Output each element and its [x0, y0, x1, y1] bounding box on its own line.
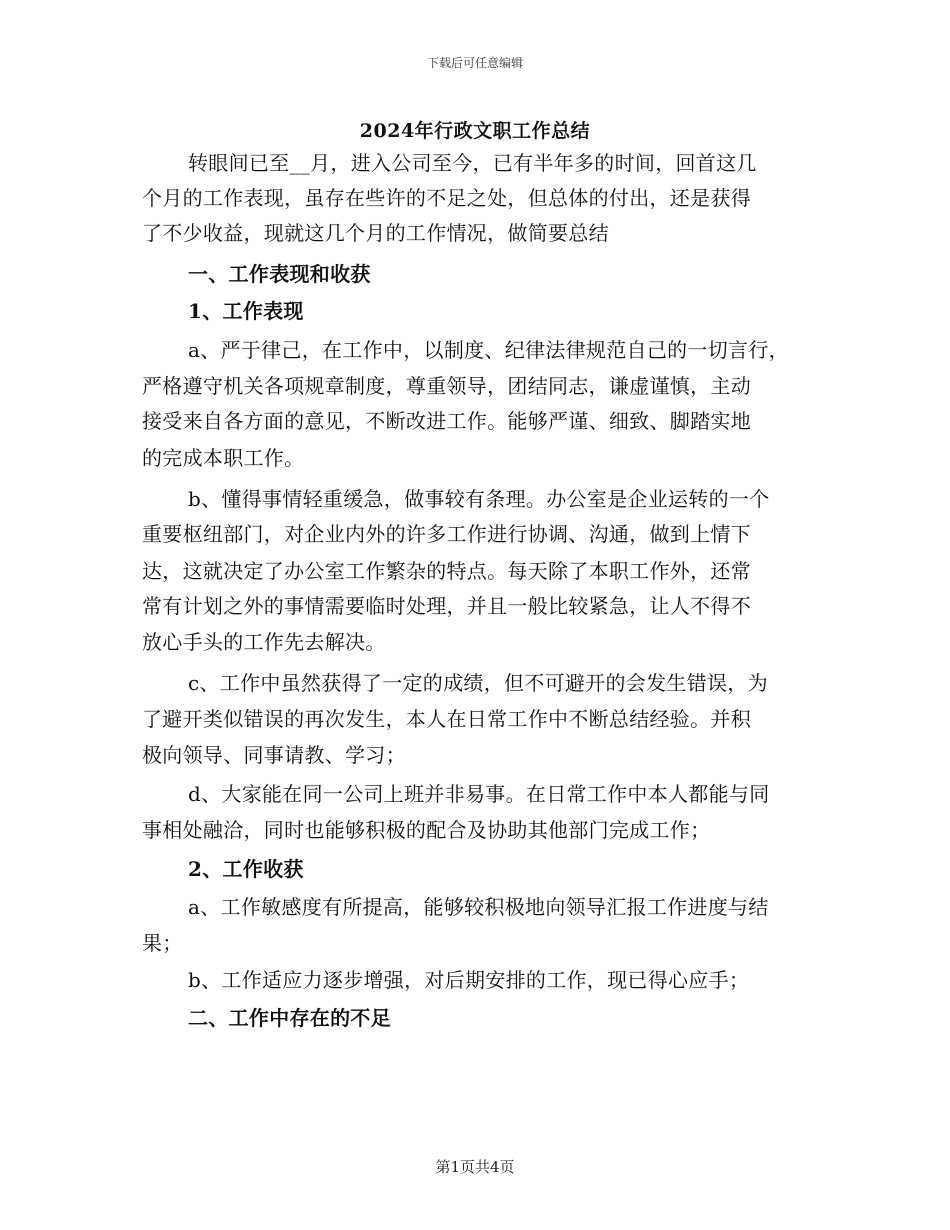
paragraph-line: a、严于律己，在工作中，以制度、纪律法律规范自己的一切言行， [188, 338, 789, 362]
paragraph-line: 个月的工作表现，虽存在些许的不足之处，但总体的付出，还是获得 [142, 186, 751, 210]
paragraph-line: 重要枢纽部门，对企业内外的许多工作进行协调、沟通，做到上情下 [142, 522, 751, 546]
section-heading: 一、工作表现和收获 [188, 262, 371, 286]
paragraph-line: 极向领导、同事请教、学习； [142, 743, 406, 767]
paragraph-line: d、大家能在同一公司上班并非易事。在日常工作中本人都能与同 [188, 782, 770, 806]
paragraph-line: 了不少收益，现就这几个月的工作情况，做简要总结 [142, 221, 609, 245]
header-note: 下载后可任意编辑 [426, 56, 523, 70]
paragraph-line: b、工作适应力逐步增强，对后期安排的工作，现已得心应手； [188, 968, 750, 992]
subsection-heading: 2、工作收获 [188, 857, 304, 881]
paragraph-line: 事相处融洽，同时也能够积极的配合及协助其他部门完成工作； [142, 818, 711, 842]
page-number: 第1页共4页 [435, 1158, 515, 1176]
paragraph-line: 转眼间已至__月，进入公司至今，已有半年多的时间，回首这几 [188, 151, 757, 175]
document-title: 2024年行政文职工作总结 [359, 120, 591, 142]
paragraph-line: c、工作中虽然获得了一定的成绩，但不可避开的会发生错误，为 [188, 671, 768, 695]
paragraph-line: 放心手头的工作先去解决。 [142, 630, 386, 654]
section-heading: 二、工作中存在的不足 [188, 1006, 391, 1030]
paragraph-line: 常有计划之外的事情需要临时处理，并且一般比较紧急，让人不得不 [142, 594, 751, 618]
paragraph-line: 的完成本职工作。 [142, 446, 305, 470]
paragraph-line: b、懂得事情轻重缓急，做事较有条理。办公室是企业运转的一个 [188, 487, 770, 511]
paragraph-line: 了避开类似错误的再次发生，本人在日常工作中不断总结经验。并积 [142, 707, 751, 731]
paragraph-line: 达，这就决定了办公室工作繁杂的特点。每天除了本职工作外，还常 [142, 559, 751, 583]
paragraph-line: 接受来自各方面的意见，不断改进工作。能够严谨、细致、脚踏实地 [142, 409, 751, 433]
paragraph-line: 果； [142, 931, 183, 955]
paragraph-line: 严格遵守机关各项规章制度，尊重领导，团结同志，谦虚谨慎，主动 [142, 374, 751, 398]
paragraph-line: a、工作敏感度有所提高，能够较积极地向领导汇报工作进度与结 [188, 895, 769, 919]
subsection-heading: 1、工作表现 [188, 299, 304, 323]
